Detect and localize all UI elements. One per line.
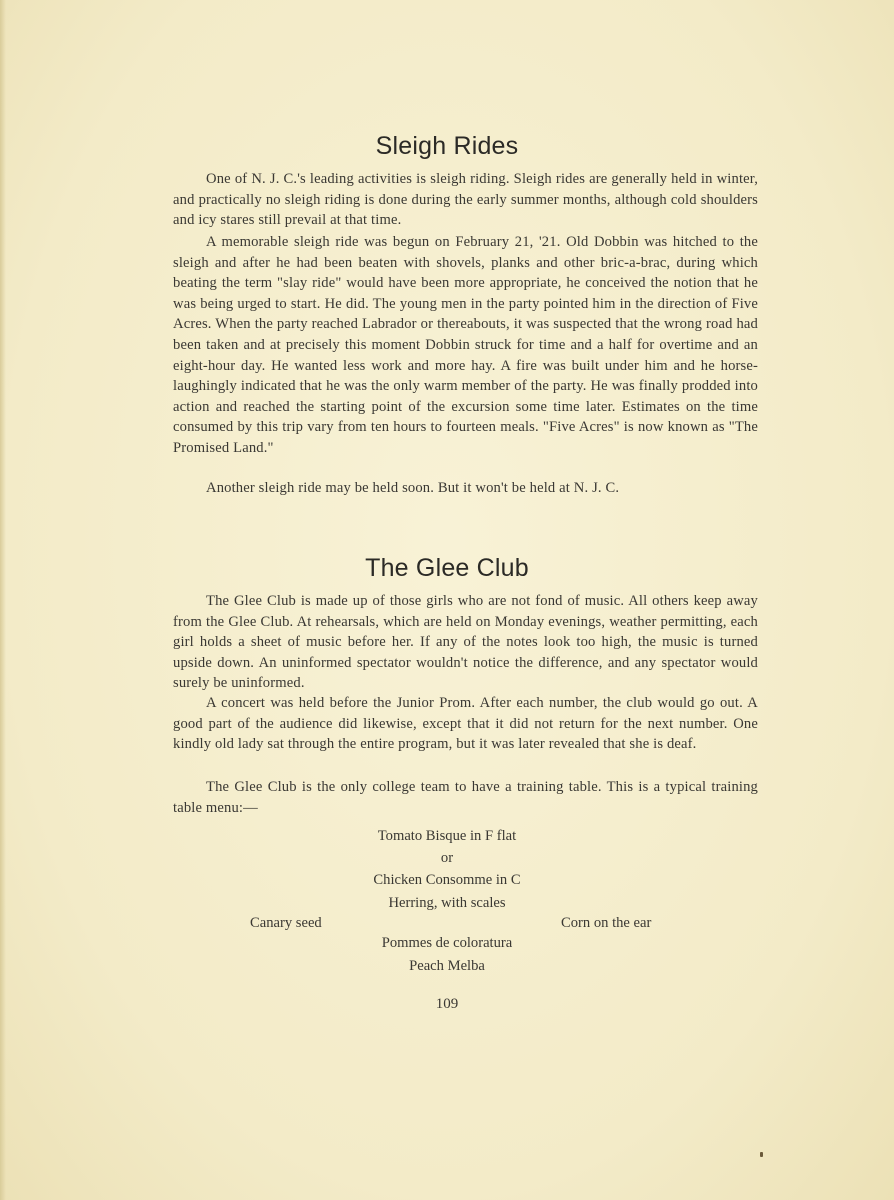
sleigh-rides-paragraph-3: Another sleigh ride may be held soon. But it won't be held at N. J. C. <box>206 480 620 496</box>
menu-item: Peach Melba <box>409 958 485 974</box>
sleigh-rides-paragraph-2: A memorable sleigh ride was begun on February 21, '21. Old Dobbin was hitched to the sleigh and after he had been beaten with shovels, planks and other bric-a-brac, during which beating the term "slay ride" would have been more appropriate, he conceived the notion that he was being urged to start. He did. The young men in the party pointed him in the direction of Five Acres. When the party reached Labrador or thereabouts, it was suspected that the wrong road had been taken and at precisely this moment Dobbin struck for time and a half for overtime and an eight-hour day. He wanted less work and more hay. A fire was built under him and he horse-laughingly indicated that he was the only warm member of the party. He was finally prodded into action and reached the starting point of the excursion some time later. Estimates on the time consumed by this trip vary from ten hours to fourteen meals. "Five Acres" is now known as "The Promised Land." <box>173 234 758 456</box>
menu-item-right: Corn on the ear <box>561 915 652 931</box>
glee-club-paragraph-2: A concert was held before the Junior Prom. After each number, the club would go out. A good part of the audience did likewise, except that it did not return for the next number. One kindly old lady sat through the entire program, but it was later revealed that she is deaf. <box>173 695 758 753</box>
page-edge-shadow <box>0 0 6 1200</box>
page-number: 109 <box>435 996 459 1012</box>
menu-item: Herring, with scales <box>388 895 506 911</box>
menu-item: or <box>440 850 454 866</box>
glee-club-paragraph-1: The Glee Club is made up of those girls who are not fond of music. All others keep away from the Glee Club. At rehearsals, which are held on Monday evenings, weather permitting, each girl holds a sheet of music before her. If any of the notes look too high, the music is turned upside down. An uninformed spectator wouldn't notice the difference, and any spectator would surely be uninformed. <box>173 593 758 692</box>
glee-club-title: The Glee Club <box>365 554 529 582</box>
menu-item-left: Canary seed <box>250 915 322 931</box>
sleigh-rides-title: Sleigh Rides <box>375 132 519 160</box>
menu-item: Tomato Bisque in F flat <box>377 828 517 844</box>
menu-item: Pommes de coloratura <box>381 935 513 951</box>
menu-item: Chicken Consomme in C <box>373 872 521 888</box>
sleigh-rides-paragraph-1: One of N. J. C.'s leading activities is sleigh riding. Sleigh rides are generally held in winter, and practically no sleigh riding is done during the early summer months, although cold shoulders and icy stares still prevail at that time. <box>173 171 758 229</box>
glee-club-paragraph-3: The Glee Club is the only college team to have a training table. This is a typical training table menu:— <box>173 779 758 816</box>
ink-speck <box>760 1152 763 1157</box>
